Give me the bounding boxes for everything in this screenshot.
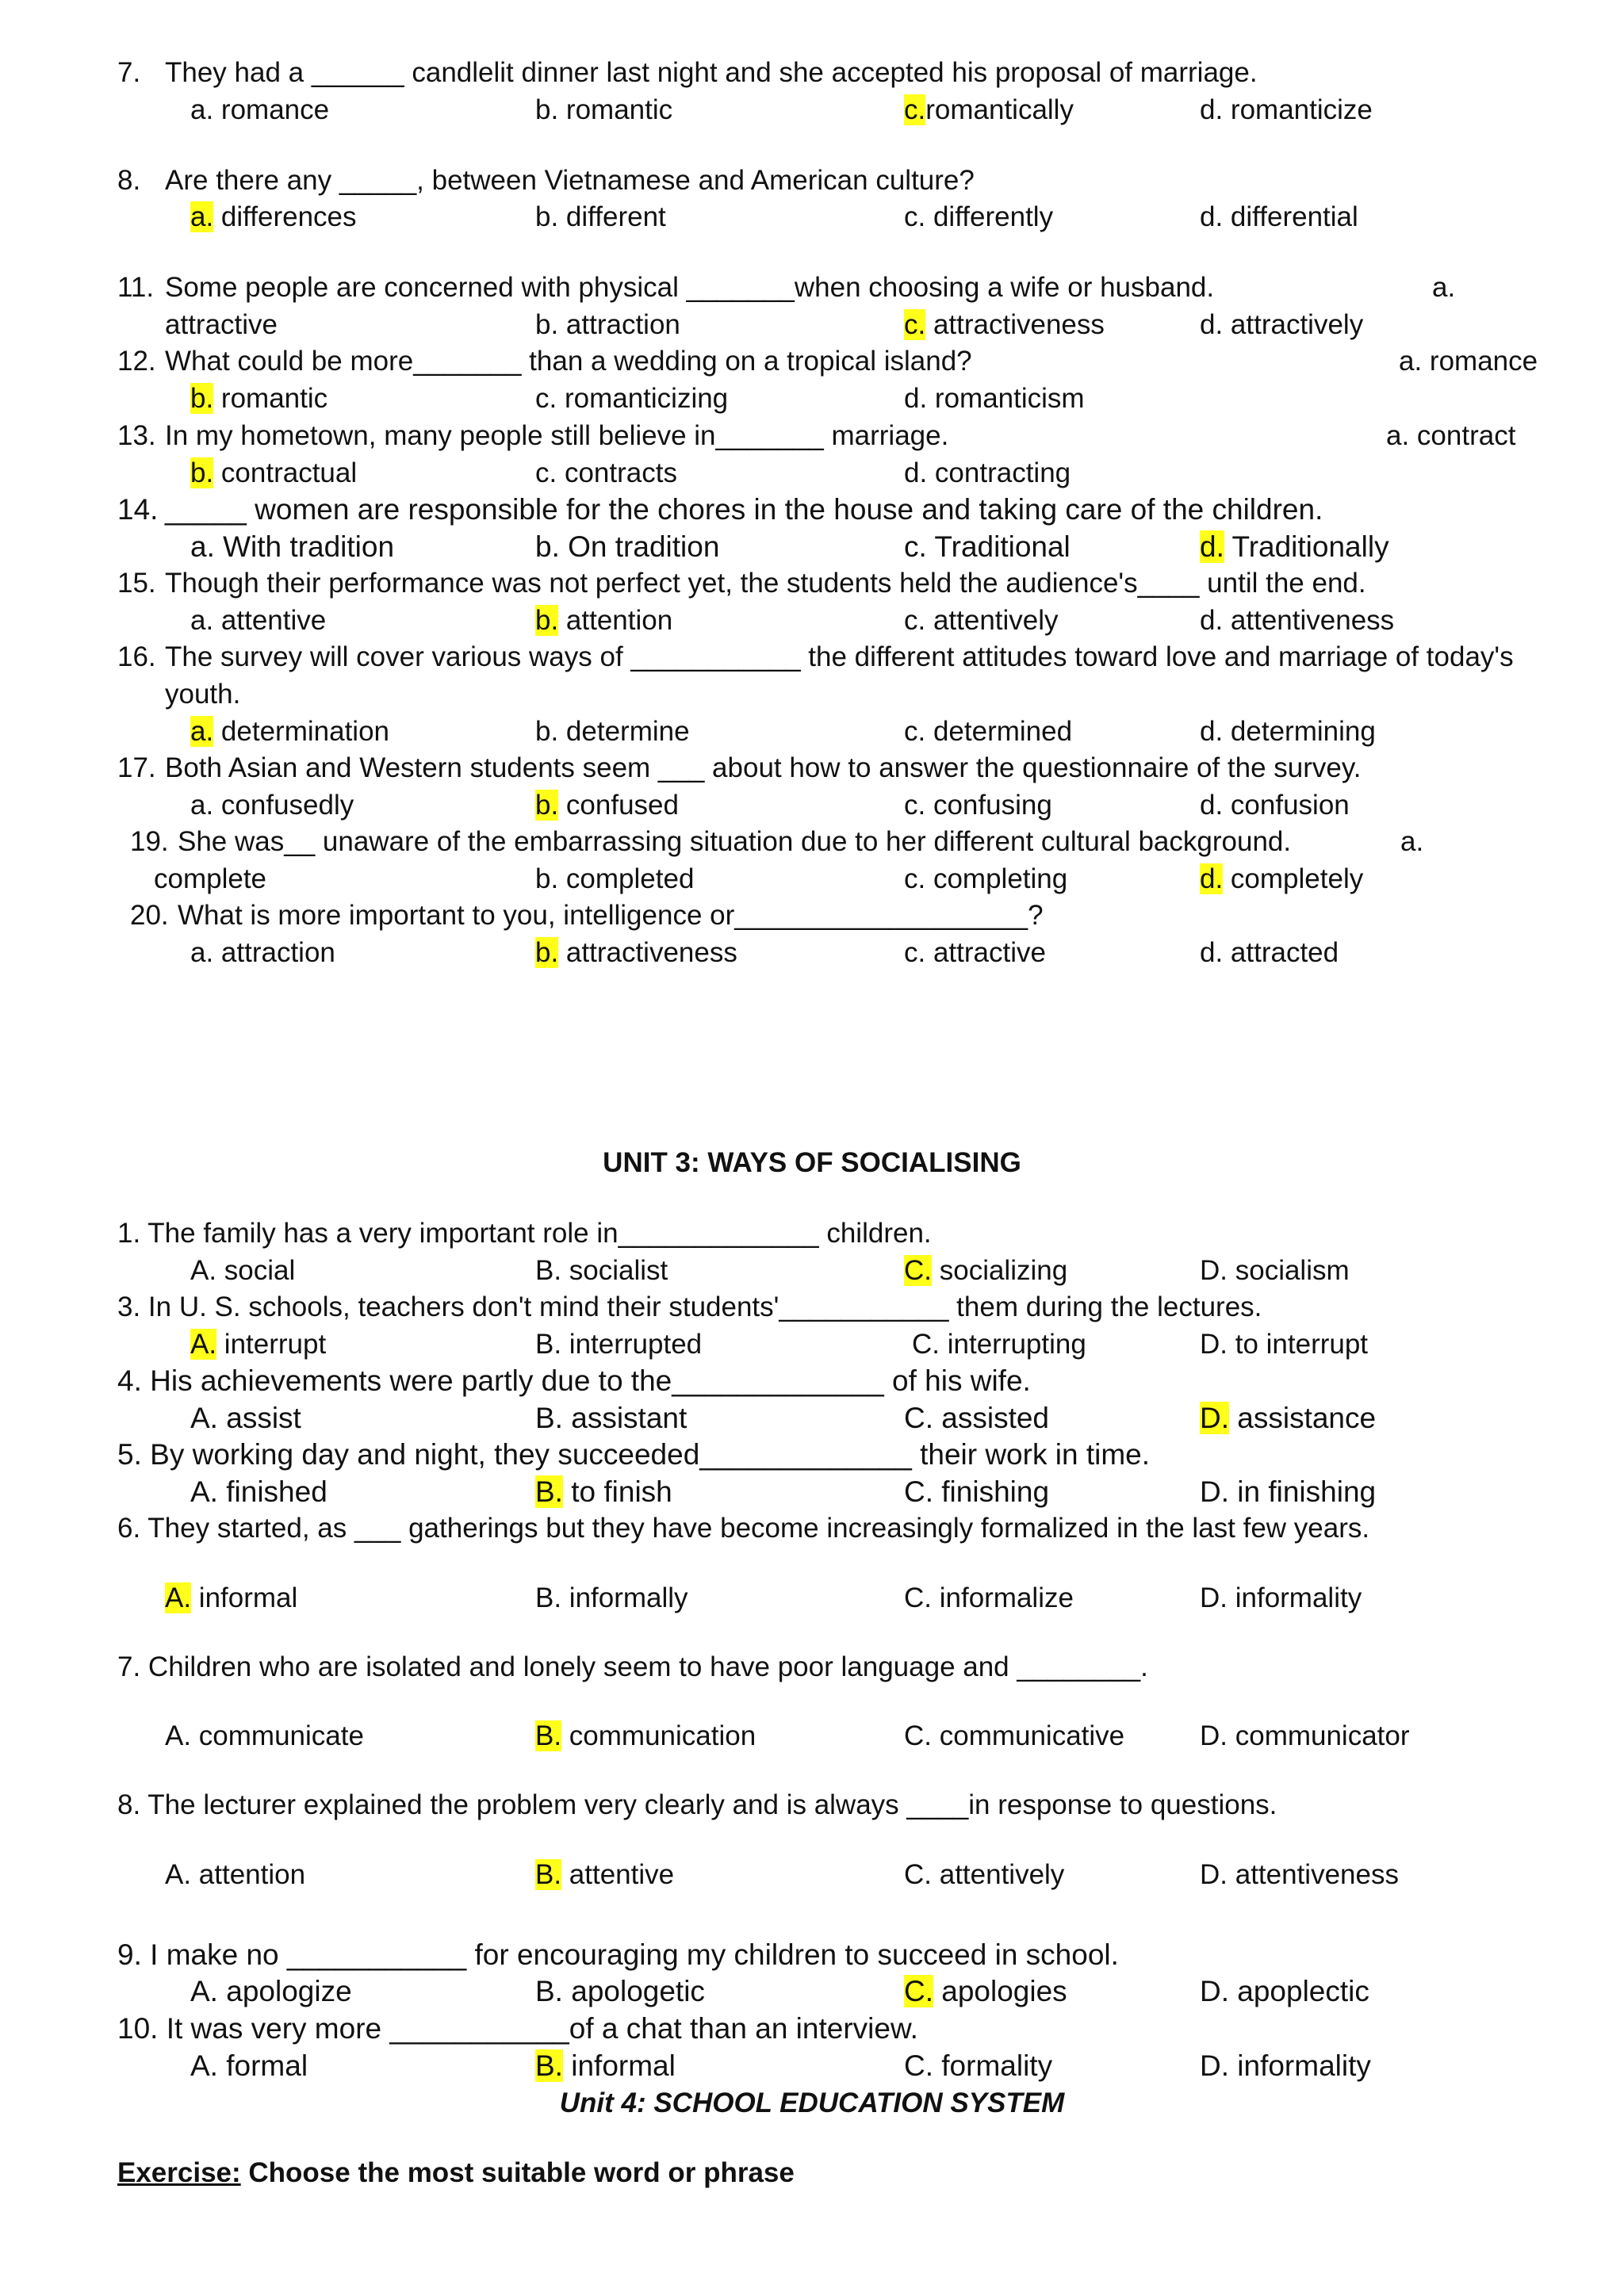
answer-highlight: b. [535,790,559,821]
exercise-instruction: Exercise: Choose the most suitable word or phrase [117,2157,795,2188]
option-c: C. finishing [904,1475,1050,1508]
option-b: b. confused [535,790,679,821]
option-b: B. communication [535,1720,756,1751]
option-b: B. apologetic [535,1975,705,2007]
answer-highlight: B. [535,1720,562,1751]
option-d: d. romanticize [1200,94,1373,125]
option-a: A. interrupt [190,1329,327,1360]
question-text: 3. In U. S. schools, teachers don't mind their students'___________ them during the lectures. [117,1292,1262,1322]
option-d: d. attracted [1200,937,1339,968]
option-d: D. to interrupt [1200,1329,1369,1360]
question-text: 10. It was very more ___________of a chat than an interview. [117,2012,918,2045]
answer-highlight: A. [190,1329,217,1360]
option-c: c. attractive [904,937,1046,968]
option-a: a. attraction [190,937,335,968]
question-text: 5. By working day and night, they succeeded_____________ their work in time. [117,1438,1150,1471]
option-a: A. formal [190,2049,308,2082]
answer-highlight: b. [535,605,559,636]
option-b: b. romantic [190,383,328,414]
answer-highlight: B. [535,1475,563,1508]
option-b: b. attractiveness [535,937,737,968]
option-b: b. attraction [535,309,680,340]
question-text: What could be more_______ than a wedding on a tropical island? [165,346,972,377]
option-d: d. determining [1200,716,1376,747]
option-b: b. attention [535,605,673,636]
answer-highlight: A. [165,1582,192,1613]
option-b: b. completed [535,863,695,894]
question-text-continued: youth. [165,679,241,710]
option-b: b. determine [535,716,690,747]
option-b: B. socialist [535,1255,668,1286]
option-d: d. contracting [904,457,1071,488]
option-b: b. different [535,201,666,232]
option-b: B. to finish [535,1475,672,1508]
option-b: B. informally [535,1582,688,1613]
option-b: B. interrupted [535,1329,703,1360]
option-b: B. assistant [535,1402,688,1434]
option-a: a. determination [190,716,389,747]
question-text: Are there any _____, between Vietnamese and American culture? [165,165,975,196]
option-c: C. socializing [904,1255,1068,1286]
option-b: b. contractual [190,457,358,488]
question-text: Though their performance was not perfect yet, the students held the audience's____ until the end. [165,568,1366,599]
option-c: c. attentively [904,605,1059,636]
option-c: C. interrupting [912,1329,1086,1360]
question-number: 7. [117,57,141,88]
question-text: They had a ______ candlelit dinner last night and she accepted his proposal of marriage. [165,57,1258,88]
question-number: 8. [117,165,141,196]
exercise-label: Exercise: [117,2157,241,2188]
option-c: c.romantically [904,94,1074,125]
option-a: attractive [165,309,278,340]
question-text: 1. The family has a very important role in_____________ children. [117,1218,932,1249]
answer-highlight: b. [190,457,214,488]
question-number: 13. [117,420,156,451]
option-b: b. romantic [535,94,673,125]
question-text: 8. The lecturer explained the problem very clearly and is always ____in response to questions. [117,1789,1277,1820]
question-text: _____ women are responsible for the chores in the house and taking care of the children. [165,493,1323,526]
option-c: c. contracts [535,457,677,488]
question-text: 7. Children who are isolated and lonely seem to have poor language and ________. [117,1651,1148,1682]
option-a-label: a. [1432,272,1456,303]
question-text: 9. I make no ___________ for encouraging my children to succeed in school. [117,1938,1119,1971]
option-a: a. contract [1386,420,1516,451]
option-c: C. apologies [904,1975,1067,2007]
option-d: D. assistance [1200,1402,1377,1434]
option-b: b. On tradition [535,530,720,563]
question-number: 14. [117,493,159,526]
option-d: d. differential [1200,201,1358,232]
answer-highlight: B. [535,2049,563,2082]
option-c: c. Traditional [904,530,1071,563]
question-text: 6. They started, as ___ gatherings but they have become increasingly formalized in the last few years. [117,1513,1370,1544]
option-a: A. finished [190,1475,327,1508]
option-a: a. differences [190,201,357,232]
option-c: C. formality [904,2049,1053,2082]
question-text: The survey will cover various ways of ___________ the different attitudes toward love and marriage of today's [165,641,1514,672]
option-d: D. apoplectic [1200,1975,1369,2007]
option-d: d. attractively [1200,309,1364,340]
question-text: 4. His achievements were partly due to the_____________ of his wife. [117,1364,1031,1397]
option-c: c. attractiveness [904,309,1105,340]
question-number: 12. [117,346,156,377]
answer-highlight: d. [1200,530,1224,563]
answer-highlight: b. [535,937,559,968]
option-a: a. confusedly [190,790,354,821]
question-text: In my hometown, many people still believe in_______ marriage. [165,420,949,451]
option-a: a. romance [190,94,330,125]
question-number: 11. [117,272,155,303]
option-a: A. informal [165,1582,298,1613]
option-d: D. informality [1200,1582,1362,1613]
question-number: 20. [130,900,169,931]
answer-highlight: B. [535,1859,562,1890]
question-number: 19. [130,826,169,857]
option-b: B. attentive [535,1859,675,1890]
option-a: complete [154,863,267,894]
option-a: A. apologize [190,1975,352,2007]
question-number: 15. [117,568,156,599]
option-c: c. confusing [904,790,1052,821]
option-d: d. completely [1200,863,1364,894]
option-d: D. communicator [1200,1720,1410,1751]
option-c: c. completing [904,863,1068,894]
option-c: C. attentively [904,1859,1065,1890]
answer-highlight: D. [1200,1402,1229,1434]
option-a: a. With tradition [190,530,395,563]
option-a: a. romance [1399,346,1538,377]
option-c: c. determined [904,716,1073,747]
option-d: d. romanticism [904,383,1085,414]
option-d: d. attentiveness [1200,605,1395,636]
question-number: 17. [117,752,156,783]
question-number: 16. [117,641,156,672]
answer-highlight: b. [190,383,214,414]
option-c: C. communicative [904,1720,1125,1751]
option-a: A. communicate [165,1720,364,1751]
answer-highlight: C. [904,1975,933,2007]
question-text: She was__ unaware of the embarrassing situation due to her different cultural background. [178,826,1292,857]
question-text: What is more important to you, intelligence or___________________? [178,900,1044,931]
unit3-title: UNIT 3: WAYS OF SOCIALISING [603,1147,1021,1178]
option-c: c. romanticizing [535,383,729,414]
answer-highlight: C. [904,1255,932,1286]
question-text: Some people are concerned with physical _______when choosing a wife or husband. [165,272,1215,303]
option-a: A. social [190,1255,296,1286]
question-text: Both Asian and Western students seem ___ about how to answer the questionnaire of the survey. [165,752,1362,783]
option-d: D. socialism [1200,1255,1350,1286]
option-b: B. informal [535,2049,676,2082]
answer-highlight: a. [190,201,214,232]
answer-highlight: c. [904,309,926,340]
unit4-title: Unit 4: SCHOOL EDUCATION SYSTEM [559,2087,1065,2118]
option-d: D. informality [1200,2049,1371,2082]
answer-highlight: c. [904,94,926,125]
option-a: A. attention [165,1859,306,1890]
option-a: a. attentive [190,605,327,636]
option-d: d. Traditionally [1200,530,1389,563]
option-d: D. in finishing [1200,1475,1377,1508]
option-c: C. informalize [904,1582,1074,1613]
option-c: c. differently [904,201,1054,232]
option-a: A. assist [190,1402,301,1434]
option-d: d. confusion [1200,790,1350,821]
option-d: D. attentiveness [1200,1859,1399,1890]
option-c: C. assisted [904,1402,1050,1434]
answer-highlight: a. [190,716,214,747]
answer-highlight: d. [1200,863,1224,894]
option-a-label: a. [1400,826,1424,857]
